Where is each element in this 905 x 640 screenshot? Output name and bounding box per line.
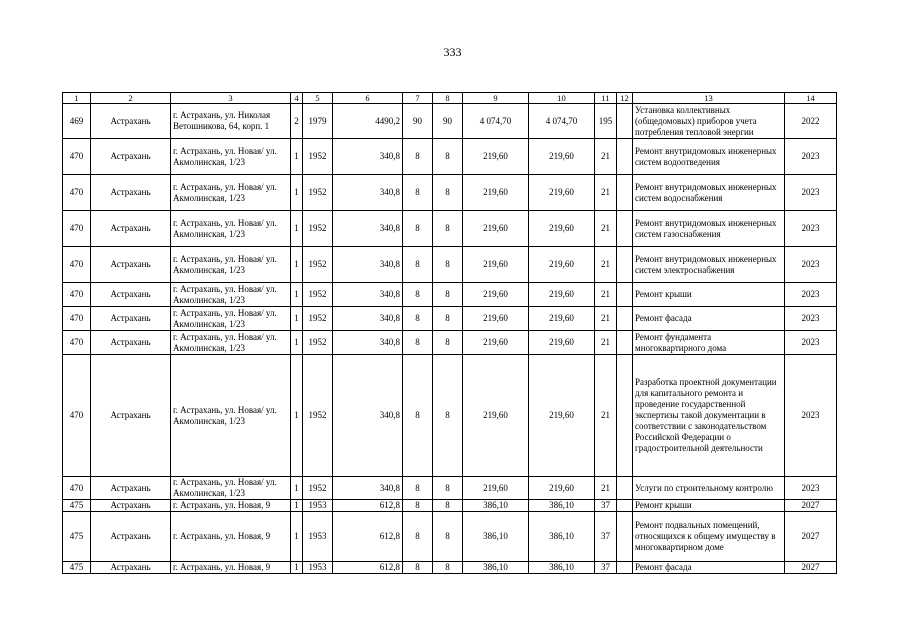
col11-cell: 37 bbox=[595, 512, 617, 562]
area-cell: 340,8 bbox=[333, 211, 403, 247]
col12-cell bbox=[617, 562, 633, 574]
col12-cell bbox=[617, 355, 633, 477]
col12-cell bbox=[617, 477, 633, 500]
col4-cell: 1 bbox=[291, 512, 303, 562]
col12-cell bbox=[617, 247, 633, 283]
address-cell: г. Астрахань, ул. Новая, 9 bbox=[171, 562, 291, 574]
cost-cell: 386,10 bbox=[463, 512, 529, 562]
col7-cell: 8 bbox=[403, 331, 433, 355]
area-cell: 612,8 bbox=[333, 562, 403, 574]
work-type-cell: Ремонт крыши bbox=[633, 283, 785, 307]
col7-cell: 8 bbox=[403, 562, 433, 574]
col8-cell: 8 bbox=[433, 331, 463, 355]
row-number-cell: 470 bbox=[63, 139, 91, 175]
address-cell: г. Астрахань, ул. Новая/ ул. Акмолинская, 1/23 bbox=[171, 247, 291, 283]
row-number-cell: 475 bbox=[63, 500, 91, 512]
col7-cell: 8 bbox=[403, 307, 433, 331]
column-header: 6 bbox=[333, 93, 403, 104]
col7-cell: 8 bbox=[403, 477, 433, 500]
deadline-year-cell: 2023 bbox=[785, 283, 837, 307]
cost-cell: 219,60 bbox=[463, 175, 529, 211]
city-cell: Астрахань bbox=[91, 355, 171, 477]
col4-cell: 1 bbox=[291, 211, 303, 247]
city-cell: Астрахань bbox=[91, 247, 171, 283]
row-number-cell: 470 bbox=[63, 175, 91, 211]
column-header: 5 bbox=[303, 93, 333, 104]
cost-total-cell: 219,60 bbox=[529, 477, 595, 500]
column-header: 3 bbox=[171, 93, 291, 104]
col8-cell: 90 bbox=[433, 104, 463, 139]
cost-total-cell: 219,60 bbox=[529, 331, 595, 355]
work-type-cell: Ремонт подвальных помещений, относящихся к общему имуществу в многоквартирном доме bbox=[633, 512, 785, 562]
col12-cell bbox=[617, 211, 633, 247]
row-number-cell: 470 bbox=[63, 355, 91, 477]
col11-cell: 37 bbox=[595, 562, 617, 574]
row-number-cell: 470 bbox=[63, 331, 91, 355]
col4-cell: 1 bbox=[291, 247, 303, 283]
col7-cell: 8 bbox=[403, 247, 433, 283]
column-header: 1 bbox=[63, 93, 91, 104]
col4-cell: 2 bbox=[291, 104, 303, 139]
area-cell: 612,8 bbox=[333, 500, 403, 512]
column-header: 13 bbox=[633, 93, 785, 104]
deadline-year-cell: 2022 bbox=[785, 104, 837, 139]
address-cell: г. Астрахань, ул. Николая Ветошникова, 64, корп. 1 bbox=[171, 104, 291, 139]
address-cell: г. Астрахань, ул. Новая/ ул. Акмолинская, 1/23 bbox=[171, 175, 291, 211]
cost-cell: 219,60 bbox=[463, 477, 529, 500]
year-cell: 1952 bbox=[303, 477, 333, 500]
col4-cell: 1 bbox=[291, 307, 303, 331]
table-row bbox=[63, 139, 837, 175]
col4-cell: 1 bbox=[291, 283, 303, 307]
col8-cell: 8 bbox=[433, 175, 463, 211]
year-cell: 1979 bbox=[303, 104, 333, 139]
work-type-cell: Ремонт внутридомовых инженерных систем водоотведения bbox=[633, 139, 785, 175]
table-row bbox=[63, 477, 837, 500]
row-number-cell: 469 bbox=[63, 104, 91, 139]
capital-repair-table bbox=[62, 92, 837, 574]
area-cell: 340,8 bbox=[333, 331, 403, 355]
col8-cell: 8 bbox=[433, 139, 463, 175]
cost-cell: 219,60 bbox=[463, 283, 529, 307]
work-type-cell: Ремонт крыши bbox=[633, 500, 785, 512]
cost-cell: 219,60 bbox=[463, 331, 529, 355]
deadline-year-cell: 2023 bbox=[785, 139, 837, 175]
col11-cell: 21 bbox=[595, 477, 617, 500]
deadline-year-cell: 2023 bbox=[785, 331, 837, 355]
city-cell: Астрахань bbox=[91, 477, 171, 500]
year-cell: 1953 bbox=[303, 500, 333, 512]
year-cell: 1952 bbox=[303, 283, 333, 307]
row-number-cell: 470 bbox=[63, 307, 91, 331]
city-cell: Астрахань bbox=[91, 104, 171, 139]
col11-cell: 21 bbox=[595, 283, 617, 307]
row-number-cell: 475 bbox=[63, 512, 91, 562]
work-type-cell: Разработка проектной документации для капитального ремонта и проведение государственной экспертизы такой документации в соответствии с законодательством Российской Федерации о градостроительной деятельности bbox=[633, 355, 785, 477]
col4-cell: 1 bbox=[291, 500, 303, 512]
area-cell: 340,8 bbox=[333, 307, 403, 331]
deadline-year-cell: 2023 bbox=[785, 307, 837, 331]
col11-cell: 21 bbox=[595, 175, 617, 211]
table-row bbox=[63, 247, 837, 283]
table-row bbox=[63, 331, 837, 355]
cost-cell: 219,60 bbox=[463, 211, 529, 247]
work-type-cell: Ремонт фасада bbox=[633, 307, 785, 331]
work-type-cell: Ремонт внутридомовых инженерных систем газоснабжения bbox=[633, 211, 785, 247]
col11-cell: 21 bbox=[595, 355, 617, 477]
col7-cell: 90 bbox=[403, 104, 433, 139]
col12-cell bbox=[617, 104, 633, 139]
col7-cell: 8 bbox=[403, 283, 433, 307]
year-cell: 1952 bbox=[303, 175, 333, 211]
city-cell: Астрахань bbox=[91, 562, 171, 574]
address-cell: г. Астрахань, ул. Новая/ ул. Акмолинская, 1/23 bbox=[171, 139, 291, 175]
col11-cell: 195 bbox=[595, 104, 617, 139]
deadline-year-cell: 2027 bbox=[785, 500, 837, 512]
column-header: 4 bbox=[291, 93, 303, 104]
col12-cell bbox=[617, 331, 633, 355]
work-type-cell: Ремонт внутридомовых инженерных систем водоснабжения bbox=[633, 175, 785, 211]
area-cell: 340,8 bbox=[333, 355, 403, 477]
table-row bbox=[63, 355, 837, 477]
table-row bbox=[63, 283, 837, 307]
year-cell: 1952 bbox=[303, 331, 333, 355]
col7-cell: 8 bbox=[403, 139, 433, 175]
col4-cell: 1 bbox=[291, 175, 303, 211]
col4-cell: 1 bbox=[291, 562, 303, 574]
table-row bbox=[63, 307, 837, 331]
work-type-cell: Установка коллективных (общедомовых) приборов учета потребления тепловой энергии bbox=[633, 104, 785, 139]
address-cell: г. Астрахань, ул. Новая/ ул. Акмолинская, 1/23 bbox=[171, 477, 291, 500]
col8-cell: 8 bbox=[433, 247, 463, 283]
work-type-cell: Ремонт внутридомовых инженерных систем электроснабжения bbox=[633, 247, 785, 283]
col12-cell bbox=[617, 512, 633, 562]
col7-cell: 8 bbox=[403, 355, 433, 477]
cost-total-cell: 219,60 bbox=[529, 355, 595, 477]
col4-cell: 1 bbox=[291, 477, 303, 500]
area-cell: 340,8 bbox=[333, 283, 403, 307]
col12-cell bbox=[617, 283, 633, 307]
column-header: 12 bbox=[617, 93, 633, 104]
cost-cell: 219,60 bbox=[463, 355, 529, 477]
col12-cell bbox=[617, 139, 633, 175]
col4-cell: 1 bbox=[291, 355, 303, 477]
cost-total-cell: 386,10 bbox=[529, 500, 595, 512]
city-cell: Астрахань bbox=[91, 307, 171, 331]
area-cell: 340,8 bbox=[333, 175, 403, 211]
row-number-cell: 470 bbox=[63, 477, 91, 500]
cost-cell: 4 074,70 bbox=[463, 104, 529, 139]
col8-cell: 8 bbox=[433, 307, 463, 331]
deadline-year-cell: 2027 bbox=[785, 562, 837, 574]
col8-cell: 8 bbox=[433, 283, 463, 307]
city-cell: Астрахань bbox=[91, 331, 171, 355]
address-cell: г. Астрахань, ул. Новая, 9 bbox=[171, 512, 291, 562]
col8-cell: 8 bbox=[433, 512, 463, 562]
column-header: 10 bbox=[529, 93, 595, 104]
col11-cell: 21 bbox=[595, 307, 617, 331]
deadline-year-cell: 2027 bbox=[785, 512, 837, 562]
table-row bbox=[63, 562, 837, 574]
column-header: 8 bbox=[433, 93, 463, 104]
deadline-year-cell: 2023 bbox=[785, 247, 837, 283]
year-cell: 1952 bbox=[303, 307, 333, 331]
col11-cell: 21 bbox=[595, 331, 617, 355]
cost-total-cell: 219,60 bbox=[529, 247, 595, 283]
table-row bbox=[63, 500, 837, 512]
area-cell: 340,8 bbox=[333, 139, 403, 175]
table-row bbox=[63, 104, 837, 139]
city-cell: Астрахань bbox=[91, 500, 171, 512]
page-number: 333 bbox=[443, 45, 462, 59]
area-cell: 612,8 bbox=[333, 512, 403, 562]
cost-total-cell: 386,10 bbox=[529, 512, 595, 562]
cost-cell: 219,60 bbox=[463, 247, 529, 283]
col8-cell: 8 bbox=[433, 211, 463, 247]
table-row bbox=[63, 512, 837, 562]
area-cell: 4490,2 bbox=[333, 104, 403, 139]
cost-total-cell: 4 074,70 bbox=[529, 104, 595, 139]
deadline-year-cell: 2023 bbox=[785, 355, 837, 477]
col8-cell: 8 bbox=[433, 355, 463, 477]
table-row bbox=[63, 175, 837, 211]
col11-cell: 37 bbox=[595, 500, 617, 512]
column-header: 7 bbox=[403, 93, 433, 104]
cost-total-cell: 219,60 bbox=[529, 283, 595, 307]
year-cell: 1953 bbox=[303, 512, 333, 562]
year-cell: 1952 bbox=[303, 247, 333, 283]
cost-total-cell: 219,60 bbox=[529, 175, 595, 211]
cost-cell: 219,60 bbox=[463, 139, 529, 175]
city-cell: Астрахань bbox=[91, 139, 171, 175]
cost-total-cell: 219,60 bbox=[529, 211, 595, 247]
city-cell: Астрахань bbox=[91, 283, 171, 307]
city-cell: Астрахань bbox=[91, 211, 171, 247]
cost-total-cell: 386,10 bbox=[529, 562, 595, 574]
city-cell: Астрахань bbox=[91, 175, 171, 211]
deadline-year-cell: 2023 bbox=[785, 211, 837, 247]
cost-cell: 386,10 bbox=[463, 562, 529, 574]
table-header-row bbox=[63, 93, 837, 104]
col7-cell: 8 bbox=[403, 500, 433, 512]
col8-cell: 8 bbox=[433, 562, 463, 574]
address-cell: г. Астрахань, ул. Новая/ ул. Акмолинская, 1/23 bbox=[171, 355, 291, 477]
year-cell: 1952 bbox=[303, 211, 333, 247]
col11-cell: 21 bbox=[595, 139, 617, 175]
year-cell: 1952 bbox=[303, 139, 333, 175]
row-number-cell: 475 bbox=[63, 562, 91, 574]
year-cell: 1952 bbox=[303, 355, 333, 477]
col11-cell: 21 bbox=[595, 247, 617, 283]
address-cell: г. Астрахань, ул. Новая, 9 bbox=[171, 500, 291, 512]
address-cell: г. Астрахань, ул. Новая/ ул. Акмолинская, 1/23 bbox=[171, 211, 291, 247]
col4-cell: 1 bbox=[291, 331, 303, 355]
column-header: 11 bbox=[595, 93, 617, 104]
column-header: 9 bbox=[463, 93, 529, 104]
col12-cell bbox=[617, 307, 633, 331]
work-type-cell: Услуги по строительному контролю bbox=[633, 477, 785, 500]
cost-total-cell: 219,60 bbox=[529, 139, 595, 175]
area-cell: 340,8 bbox=[333, 247, 403, 283]
col7-cell: 8 bbox=[403, 512, 433, 562]
col7-cell: 8 bbox=[403, 175, 433, 211]
row-number-cell: 470 bbox=[63, 247, 91, 283]
work-type-cell: Ремонт фасада bbox=[633, 562, 785, 574]
cost-total-cell: 219,60 bbox=[529, 307, 595, 331]
col8-cell: 8 bbox=[433, 500, 463, 512]
col11-cell: 21 bbox=[595, 211, 617, 247]
col8-cell: 8 bbox=[433, 477, 463, 500]
deadline-year-cell: 2023 bbox=[785, 175, 837, 211]
cost-cell: 219,60 bbox=[463, 307, 529, 331]
address-cell: г. Астрахань, ул. Новая/ ул. Акмолинская, 1/23 bbox=[171, 307, 291, 331]
area-cell: 340,8 bbox=[333, 477, 403, 500]
year-cell: 1953 bbox=[303, 562, 333, 574]
deadline-year-cell: 2023 bbox=[785, 477, 837, 500]
column-header: 2 bbox=[91, 93, 171, 104]
table-row bbox=[63, 211, 837, 247]
column-header: 14 bbox=[785, 93, 837, 104]
row-number-cell: 470 bbox=[63, 211, 91, 247]
work-type-cell: Ремонт фундамента многоквартирного дома bbox=[633, 331, 785, 355]
city-cell: Астрахань bbox=[91, 512, 171, 562]
col4-cell: 1 bbox=[291, 139, 303, 175]
col7-cell: 8 bbox=[403, 211, 433, 247]
address-cell: г. Астрахань, ул. Новая/ ул. Акмолинская, 1/23 bbox=[171, 283, 291, 307]
cost-cell: 386,10 bbox=[463, 500, 529, 512]
row-number-cell: 470 bbox=[63, 283, 91, 307]
col12-cell bbox=[617, 175, 633, 211]
address-cell: г. Астрахань, ул. Новая/ ул. Акмолинская, 1/23 bbox=[171, 331, 291, 355]
col12-cell bbox=[617, 500, 633, 512]
